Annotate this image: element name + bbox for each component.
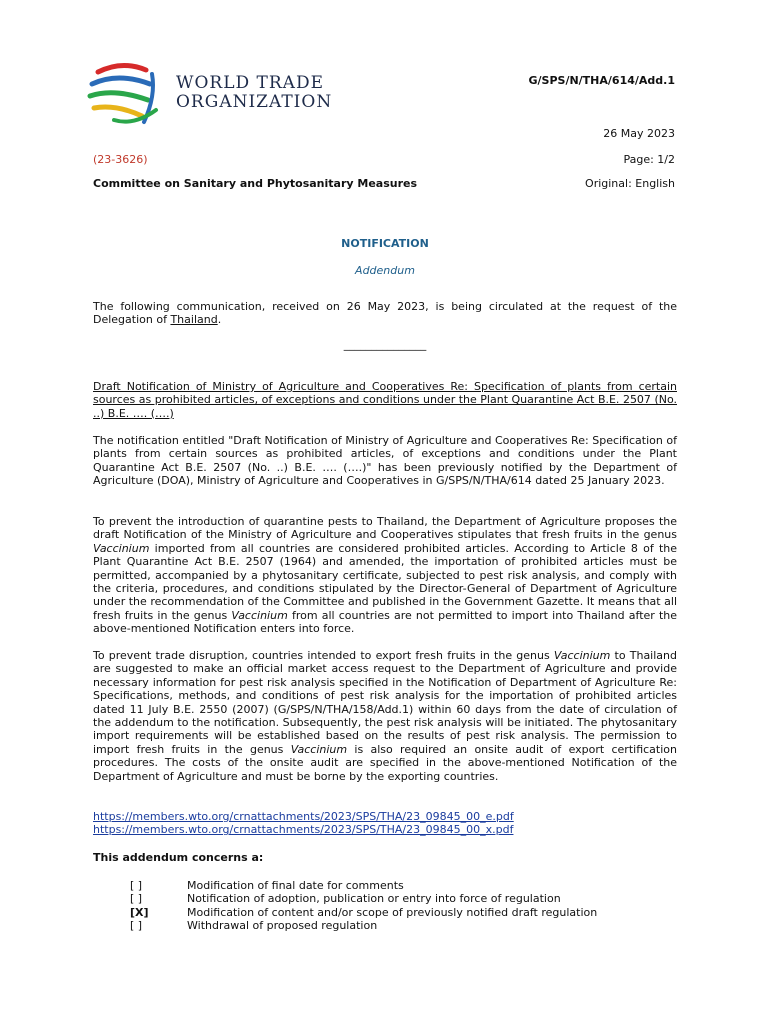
page-title: NOTIFICATION [341, 237, 429, 250]
document-date: 26 May 2023 [603, 127, 675, 140]
org-name [176, 74, 332, 112]
checkbox: [ ] [130, 919, 143, 933]
checklist-item [130, 906, 650, 919]
checklist-item [130, 919, 650, 932]
attachment-link-english[interactable]: https://members.wto.org/crnattachments/2023/SPS/THA/23_09845_00_e.pdf [93, 810, 514, 823]
checklist-label: Modification of final date for comments [187, 879, 404, 892]
intro-end: . [217, 313, 222, 327]
page-indicator: Page: 1/2 [623, 153, 675, 166]
org-name-line1: WORLD TRADE [176, 73, 324, 93]
committee-name: Committee on Sanitary and Phytosanitary Measures [93, 177, 418, 190]
para3-c: is also required an onsite audit of export certification procedures. The costs of the onsite audit are specified in the above-mentioned Notification of the Department of Agriculture and must be borne by the exporting countries. [93, 742, 677, 783]
attachment-link-other[interactable]: https://members.wto.org/crnattachments/2023/SPS/THA/23_09845_00_x.pdf [93, 823, 514, 837]
separator: _______________ [343, 338, 427, 351]
para3-genus-2: Vaccinium [290, 742, 348, 756]
original-language: Original: English [585, 177, 675, 190]
checkbox-checked: [X] [130, 905, 149, 919]
intro-text: The following communication, received on 26 May 2023, is being circulated at the request of the Delegation of [93, 300, 677, 327]
checklist-item [130, 892, 650, 905]
para2-genus-1: Vaccinium [93, 541, 150, 555]
para3-b: to Thailand are suggested to make an official market access request to the Department of Agriculture and provide necessary information for pest risk analysis specified in the Notification of Department of Agriculture Re: Specifications, methods, and conditions of pest risk analysis for the importation of prohibited articles dated 11 July B.E. 2550 (2007) (G/SPS/N/THA/158/Add.1) within 60 days from the date of circulation of the addendum to the notification. Subsequently, the pest risk analysis will be initiated. The phytosanitary import requirements will be established based on the results of pest risk analysis. The permission to import fresh fruits in the genus [93, 649, 677, 756]
attachment-links [93, 810, 677, 837]
para3-genus-1: Vaccinium [553, 649, 611, 662]
checklist-label: Withdrawal of proposed regulation [187, 919, 378, 933]
country-name: Thailand [170, 313, 218, 327]
checklist-label: Modification of content and/or scope of previously notified draft regulation [187, 905, 598, 919]
document-number: (23-3626) [93, 153, 148, 166]
intro-paragraph [93, 300, 677, 327]
concerns-heading: This addendum concerns a: [93, 851, 264, 864]
paragraph-1: The notification entitled "Draft Notification of Ministry of Agriculture and Cooperatives Re: Specification of plants from certain sources as prohibited articles, of exceptions and conditions under the Plant Quarantine Act B.E. 2507 (No. ..) B.E. …. (….)" has been previously notified by the Department of Agriculture (DOA), Ministry of Agriculture and Cooperatives in G/SPS/N/THA/614 dated 25 January 2023. [93, 434, 677, 488]
checkbox: [ ] [130, 892, 143, 906]
para2-genus-2: Vaccinium [231, 608, 288, 622]
para2-b: imported from all countries are considered prohibited articles. According to Article 8 of the Plant Quarantine Act B.E. 2507 (1964) and amended, the importation of prohibited articles must be permitted, accompanied by a phytosanitary certificate, subjected to pest risk analysis, and comply with the criteria, procedures, and conditions stipulated by the Director-General of Department of Agriculture under the recommendation of the Committee and published in the Government Gazette. It means that all fresh fruits in the genus [93, 541, 677, 622]
checklist-item [130, 879, 650, 892]
para3-a: To prevent trade disruption, countries intended to export fresh fruits in the genus [93, 649, 554, 662]
checklist [130, 879, 650, 933]
wto-logo-icon [84, 58, 164, 130]
checkbox: [ ] [130, 879, 143, 892]
page-subtitle: Addendum [355, 264, 415, 277]
checklist-label: Notification of adoption, publication or entry into force of regulation [187, 892, 561, 906]
org-name-line2: ORGANIZATION [176, 92, 333, 112]
para2-a: To prevent the introduction of quarantine pests to Thailand, the Department of Agriculture proposes the draft Notification of the Ministry of Agriculture and Cooperatives stipulates that fresh fruits in the genus [93, 515, 677, 542]
paragraph-3 [93, 649, 677, 783]
document-symbol: G/SPS/N/THA/614/Add.1 [528, 74, 675, 87]
paragraph-2 [93, 515, 677, 636]
regulation-heading: Draft Notification of Ministry of Agriculture and Cooperatives Re: Specification of plants from certain sources as prohibited articles, of exceptions and conditions under the Plant Quarantine Act B.E. 2507 (No. ..) B.E. …. (….) [93, 380, 677, 420]
wto-logo [84, 58, 164, 130]
para2-c: from all countries are not permitted to import into Thailand after the above-mentioned Notification enters into force. [93, 608, 677, 636]
